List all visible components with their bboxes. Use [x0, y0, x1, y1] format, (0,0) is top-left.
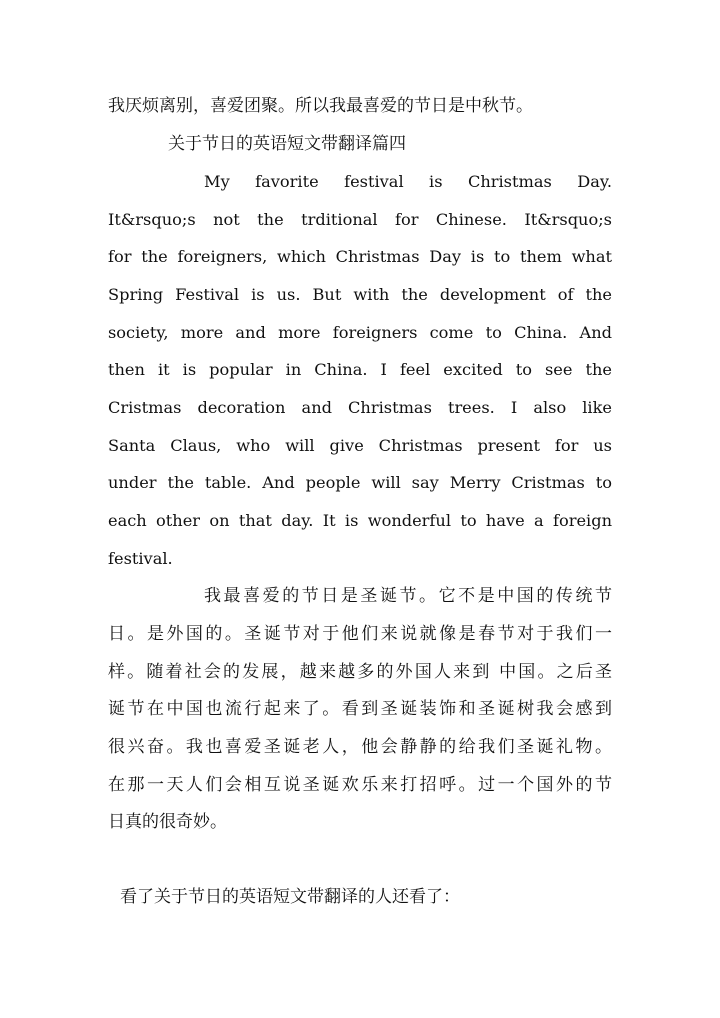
text-line: under the table. And people will say Merry Cristmas to — [108, 473, 612, 492]
text-line: then it is popular in China. I feel excited to see the — [108, 360, 612, 379]
text-line: Cristmas decoration and Christmas trees. I also like — [108, 398, 612, 417]
text-line: 在那一天人们会相互说圣诞欢乐来打招呼。过一个国外的节 — [108, 775, 612, 795]
text-line: My favorite festival is Christmas Day. — [204, 172, 612, 191]
text-line: 诞节在中国也流行起来了。看到圣诞装饰和圣诞树我会感到 — [108, 699, 612, 719]
text-line: 样。随着社会的发展，越来越多的外国人来到 中国。之后圣 — [108, 662, 612, 682]
text-line: each other on that day. It is wonderful to have a foreign — [108, 511, 612, 530]
text-line: 我最喜爱的节日是圣诞节。它不是中国的传统节 — [204, 586, 612, 606]
text-line: society, more and more foreigners come to China. And — [108, 323, 612, 342]
text-line: 日。是外国的。圣诞节对于他们来说就像是春节对于我们一 — [108, 624, 612, 644]
text-line: for the foreigners, which Christmas Day is to them what — [108, 247, 612, 266]
related-articles-heading: 看了关于节日的英语短文带翻译的人还看了： — [120, 887, 460, 907]
text-line: Santa Claus, who will give Christmas present for us — [108, 436, 612, 455]
text-line: 日真的很奇妙。 — [108, 812, 227, 832]
text-line: 很兴奋。我也喜爱圣诞老人，他会静静的给我们圣诞礼物。 — [108, 737, 612, 757]
text-line: festival. — [108, 549, 173, 568]
text-line: It&rsquo;s not the trditional for Chinese. It&rsquo;s — [108, 210, 612, 229]
text-line: 我厌烦离别，喜爱团聚。所以我最喜爱的节日是中秋节。 — [108, 96, 533, 116]
text-line: Spring Festival is us. But with the development of the — [108, 285, 612, 304]
section-heading: 关于节日的英语短文带翻译篇四 — [168, 134, 406, 154]
